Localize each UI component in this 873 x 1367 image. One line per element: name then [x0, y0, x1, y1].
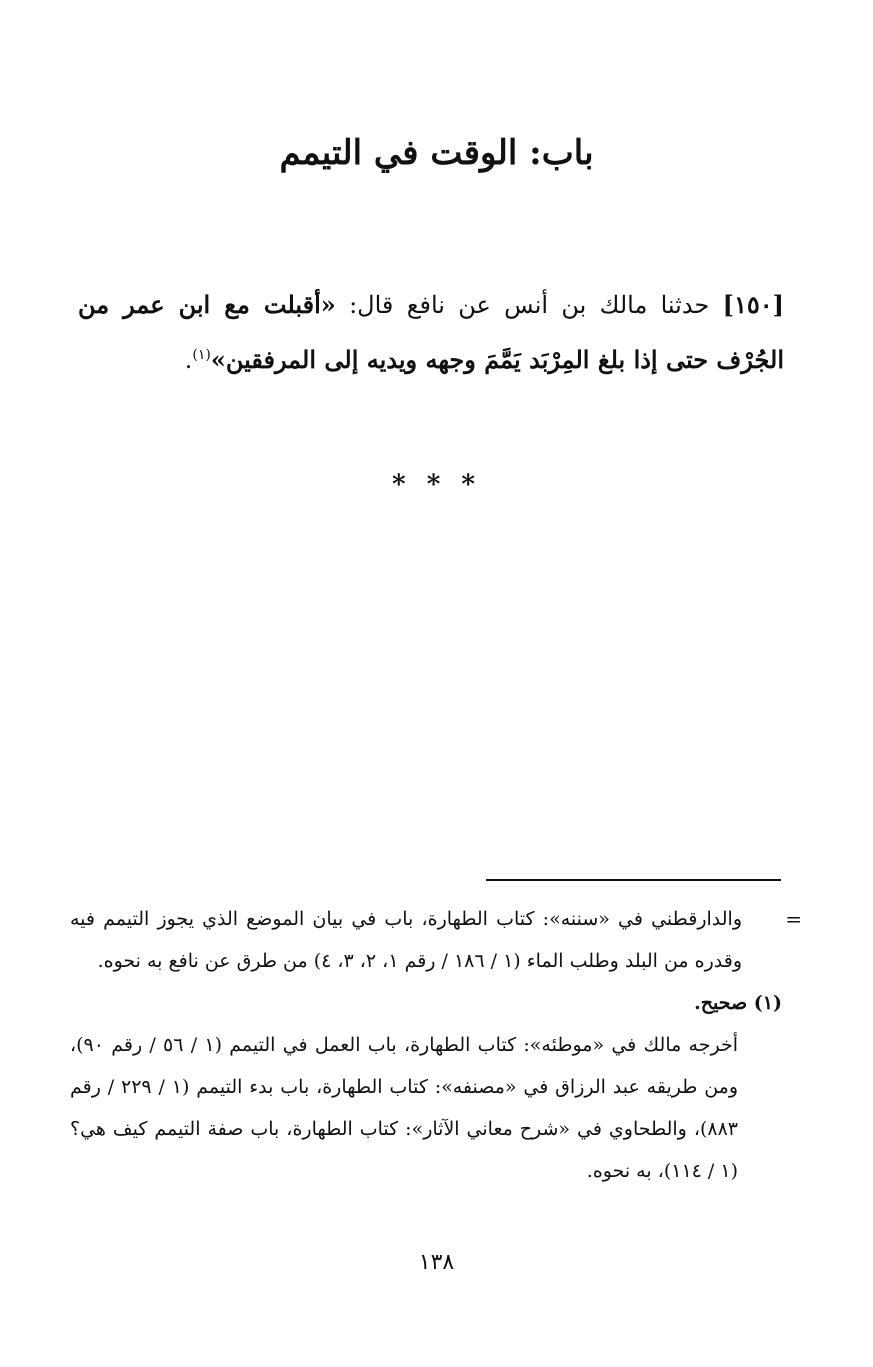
footnote-ref[interactable]: (١): [192, 347, 211, 363]
footnote-1-heading: (١) صحيح.: [694, 992, 782, 1014]
footnote-continuation: [70, 898, 802, 982]
hadith-chain: حدثنا مالك بن أنس عن نافع قال:: [349, 291, 710, 319]
footnotes-block: [70, 898, 802, 1192]
continuation-mark: =: [785, 907, 802, 931]
footnote-divider: [486, 879, 781, 881]
section-separator: * * *: [392, 470, 481, 500]
continuation-text: والدارقطني في «سننه»: كتاب الطهارة، باب في بيان الموضع الذي يجوز التيمم فيه وقدره من البلد وطلب الماء (١ / ١٨٦ / رقم ١، ٢، ٣، ٤) من طرق عن نافع به نحوه.: [70, 908, 742, 972]
footnote-1-body: أخرجه مالك في «موطئه»: كتاب الطهارة، باب العمل في التيمم (١ / ٥٦ / رقم ٩٠)، ومن طريقه عبد الرزاق في «مصنفه»: كتاب الطهارة، باب بدء التيمم (١ / ٢٢٩ / رقم ٨٨٣)، والطحاوي في «شرح معاني الآثار»: كتاب الطهارة، باب صفة التيمم كيف هي؟ (١ / ١١٤)، به نحوه.: [70, 1034, 739, 1182]
hadith-paragraph: [78, 280, 784, 385]
hadith-end-punct: .: [184, 346, 193, 374]
page-number: ١٣٨: [418, 1250, 455, 1275]
hadith-number: [١٥٠]: [722, 290, 784, 319]
chapter-title: باب: الوقت في التيمم: [279, 133, 594, 173]
hadith-text: «أقبلت مع ابن عمر من الجُرْف حتى إذا بلغ المِرْبَد يَمَّمَ وجهه ويديه إلى المرفقين»: [78, 290, 784, 374]
